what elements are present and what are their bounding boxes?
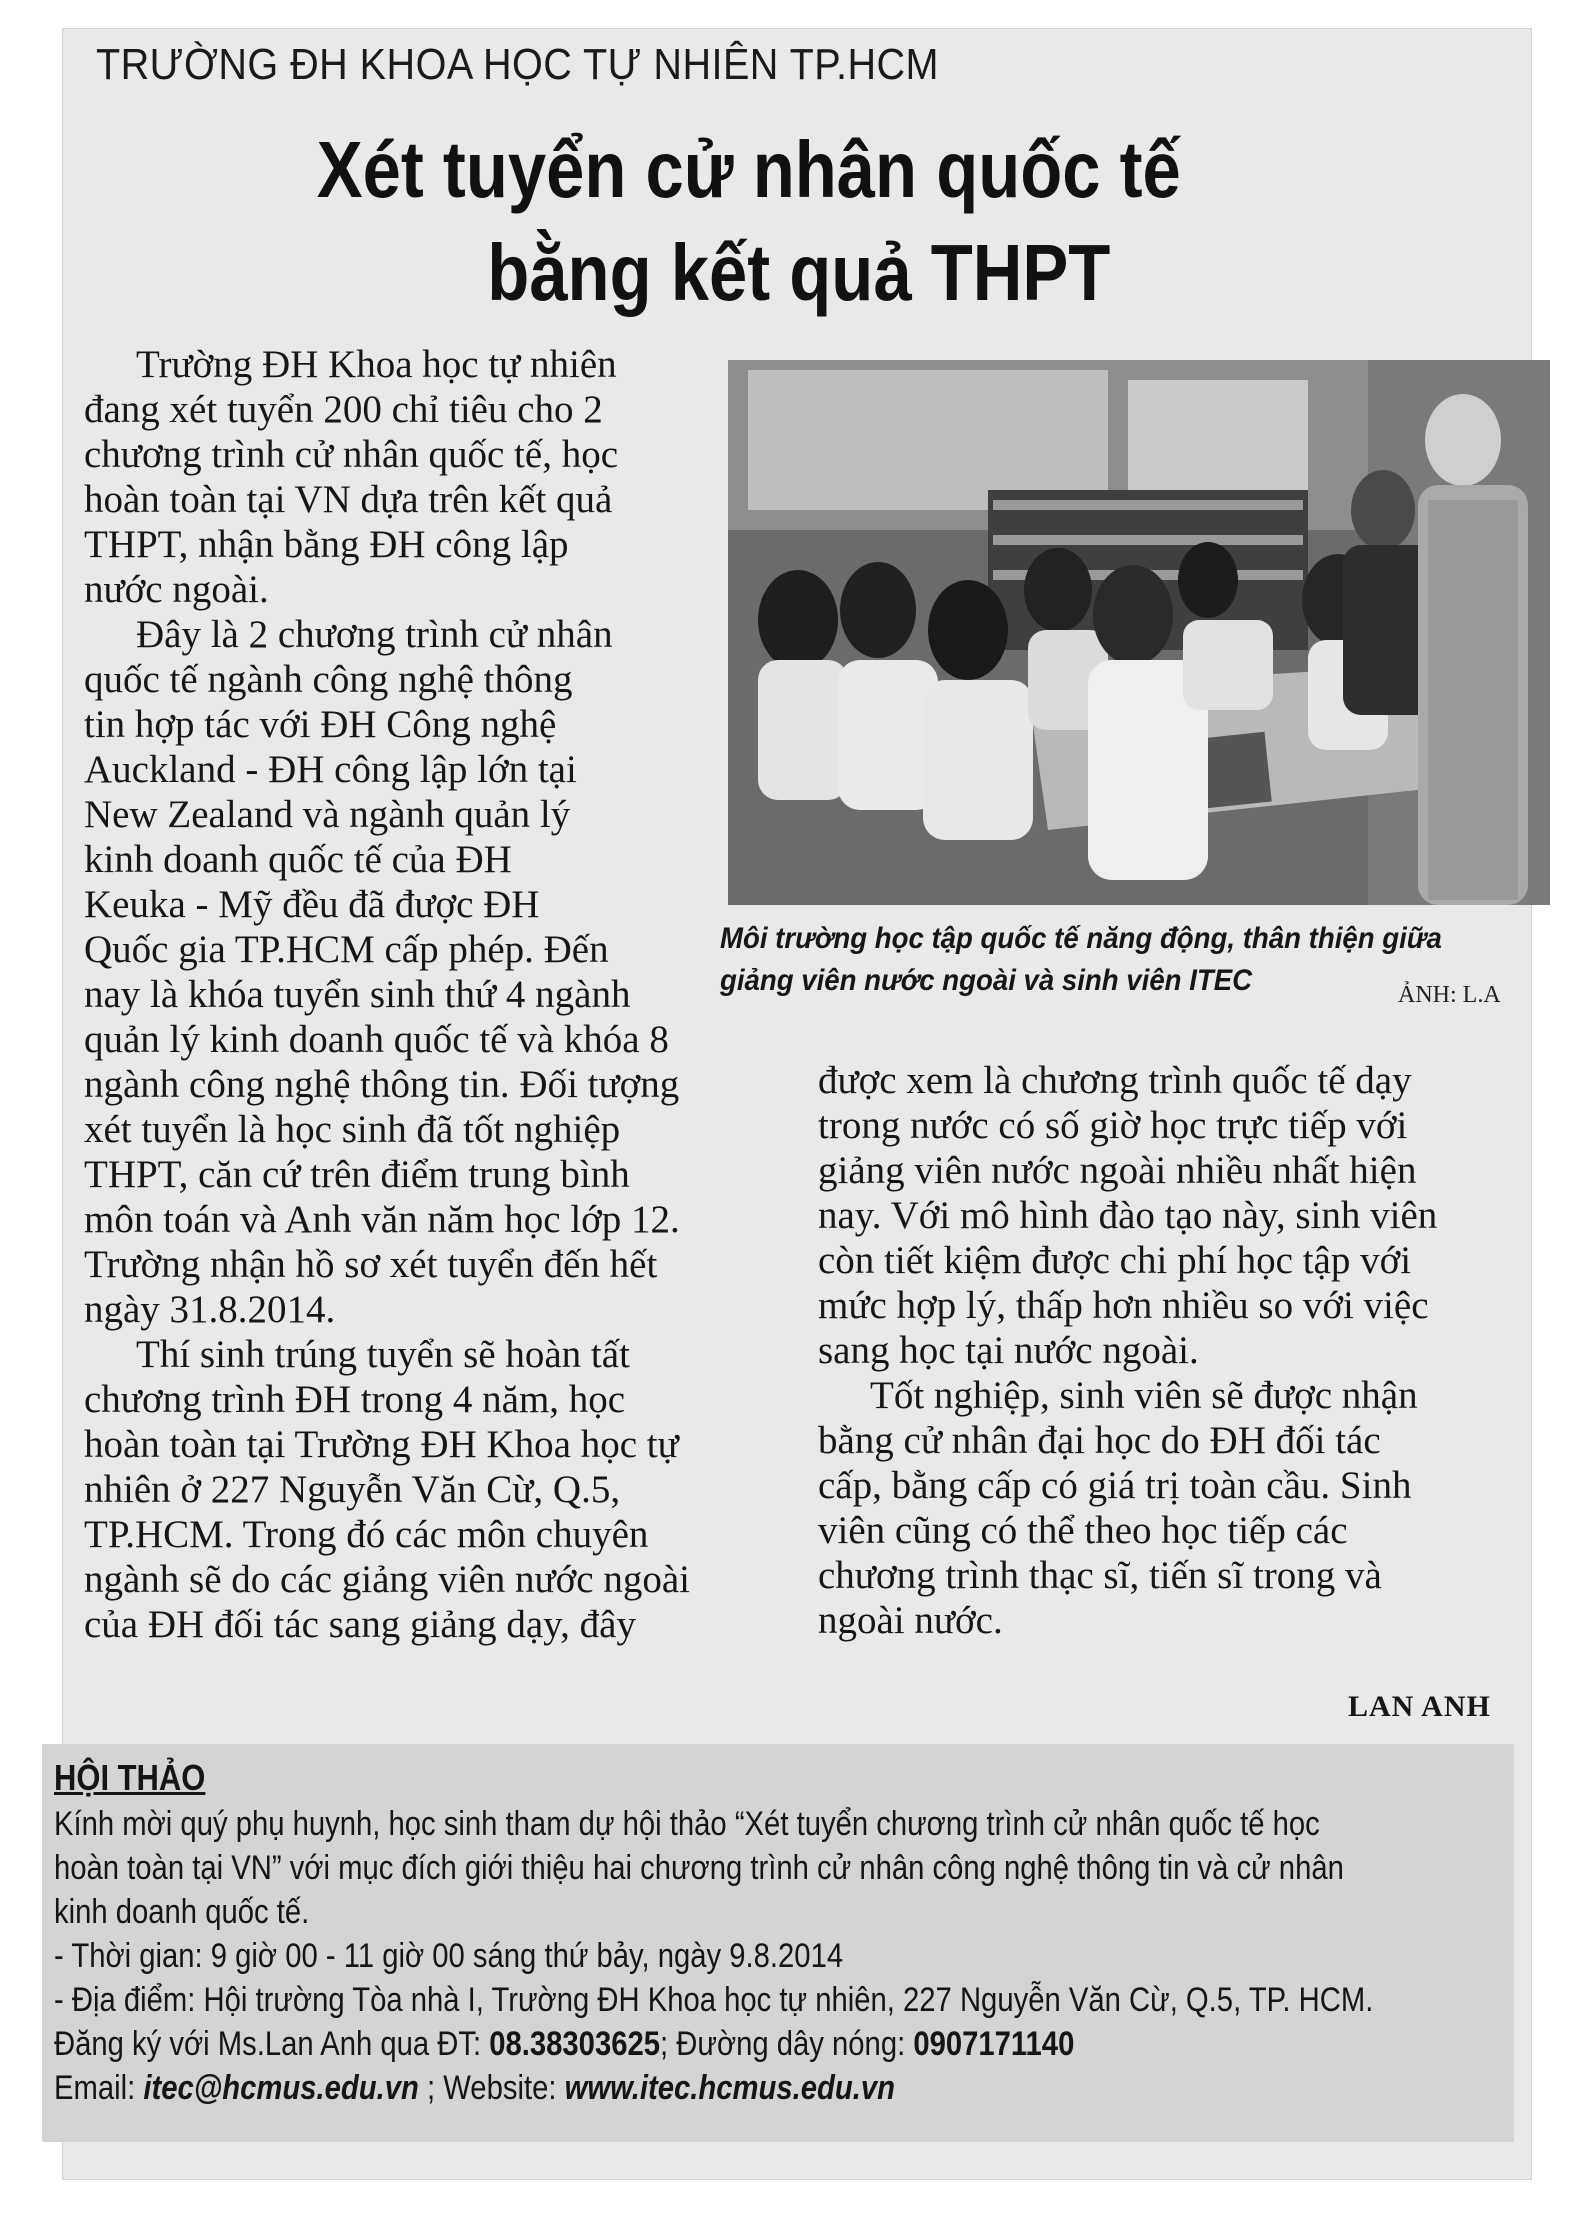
text-line: cấp, bằng cấp có giá trị toàn cầu. Sinh [818, 1464, 1412, 1507]
event-intro-line: Kính mời quý phụ huynh, học sinh tham dự hội thảo “Xét tuyển chương trình cử nhân quốc tế học [54, 1805, 1320, 1843]
headline-line-2: bằng kết quả THPT [487, 228, 1111, 317]
text-line: được xem là chương trình quốc tế dạy [818, 1059, 1412, 1102]
event-intro-line: kinh doanh quốc tế. [54, 1893, 310, 1931]
text-line: Auckland - ĐH công lập lớn tại [84, 748, 577, 791]
text-line: ngành sẽ do các giảng viên nước ngoài [84, 1558, 690, 1601]
text-line: Tốt nghiệp, sinh viên sẽ được nhận [870, 1374, 1418, 1417]
text-line: mức hợp lý, thấp hơn nhiều so với việc [818, 1284, 1429, 1327]
text-line: Trường nhận hồ sơ xét tuyển đến hết [84, 1243, 658, 1286]
website-link[interactable]: www.itec.hcmus.edu.vn [564, 2069, 895, 2107]
paragraph-2 [84, 612, 749, 1332]
text-line: trong nước có số giờ học trực tiếp với [818, 1104, 1408, 1147]
article-photo [728, 360, 1550, 905]
event-time: - Thời gian: 9 giờ 00 - 11 giờ 00 sáng thứ bảy, ngày 9.8.2014 [54, 1937, 844, 1975]
photo-credit: ẢNH: L.A [1398, 982, 1501, 1008]
article-right-column [818, 1058, 1518, 1643]
text-line: Thí sinh trúng tuyển sẽ hoàn tất [136, 1333, 630, 1376]
text-line: nay là khóa tuyển sinh thứ 4 ngành [84, 973, 631, 1016]
text-line: ngoài nước. [818, 1599, 1003, 1642]
website-label: ; Website: [418, 2069, 565, 2107]
text-line: ngành công nghệ thông tin. Đối tượng [84, 1063, 680, 1106]
text-line: TP.HCM. Trong đó các môn chuyên [84, 1513, 649, 1556]
text-line: giảng viên nước ngoài nhiều nhất hiện [818, 1149, 1417, 1192]
event-announcement-box [42, 1744, 1514, 2142]
text-line: bằng cử nhân đại học do ĐH đối tác [818, 1419, 1381, 1462]
paragraph-5 [818, 1373, 1518, 1643]
text-line: chương trình cử nhân quốc tế, học [84, 433, 619, 476]
text-line: quốc tế ngành công nghệ thông [84, 658, 573, 701]
classroom-photo-illustration [728, 360, 1550, 905]
photo-caption [720, 918, 1474, 1002]
paragraph-4 [818, 1058, 1518, 1373]
paragraph-1 [84, 342, 749, 612]
text-line: nay. Với mô hình đào tạo này, sinh viên [818, 1194, 1438, 1237]
headline-line-1: Xét tuyển cử nhân quốc tế [316, 125, 1181, 214]
text-line: của ĐH đối tác sang giảng dạy, đây [84, 1603, 636, 1646]
event-intro-line: hoàn toàn tại VN” với mục đích giới thiệu hai chương trình cử nhân công nghệ thông tin và cử nhân [54, 1849, 1344, 1887]
text-line: Trường ĐH Khoa học tự nhiên [136, 343, 617, 386]
text-line: hoàn toàn tại Trường ĐH Khoa học tự [84, 1423, 679, 1466]
text-line: môn toán và Anh văn năm học lớp 12. [84, 1198, 680, 1241]
text-line: tin hợp tác với ĐH Công nghệ [84, 703, 557, 746]
caption-line: giảng viên nước ngoài và sinh viên ITEC [720, 964, 1253, 997]
text-line: Keuka - Mỹ đều đã được ĐH [84, 883, 540, 926]
article-left-column [84, 342, 749, 1647]
text-line: New Zealand và ngành quản lý [84, 793, 571, 836]
paragraph-3 [84, 1332, 749, 1647]
register-label: Đăng ký với Ms.Lan Anh qua ĐT: [54, 2025, 490, 2063]
text-line: sang học tại nước ngoài. [818, 1329, 1199, 1372]
event-contact [54, 2066, 1516, 2110]
hotline-number[interactable]: 0907171140 [913, 2025, 1075, 2063]
text-line: THPT, nhận bằng ĐH công lập [84, 523, 569, 566]
text-line: chương trình thạc sĩ, tiến sĩ trong và [818, 1554, 1382, 1597]
hotline-label: ; Đường dây nóng: [660, 2025, 914, 2063]
text-line: nước ngoài. [84, 568, 269, 611]
text-line: hoàn toàn tại VN dựa trên kết quả [84, 478, 613, 521]
text-line: Đây là 2 chương trình cử nhân [136, 613, 613, 656]
text-line: xét tuyển là học sinh đã tốt nghiệp [84, 1108, 621, 1151]
phone-number[interactable]: 08.38303625 [489, 2025, 661, 2063]
text-line: quản lý kinh doanh quốc tế và khóa 8 [84, 1018, 669, 1061]
article-kicker: TRƯỜNG ĐH KHOA HỌC TỰ NHIÊN TP.HCM [96, 40, 939, 89]
text-line: THPT, căn cứ trên điểm trung bình [84, 1153, 630, 1196]
text-line: ngày 31.8.2014. [84, 1288, 336, 1331]
text-line: Quốc gia TP.HCM cấp phép. Đến [84, 928, 609, 971]
text-line: viên cũng có thể theo học tiếp các [818, 1509, 1348, 1552]
caption-line: Môi trường học tập quốc tế năng động, thân thiện giữa [720, 922, 1442, 955]
text-line: đang xét tuyển 200 chỉ tiêu cho 2 [84, 388, 603, 431]
text-line: kinh doanh quốc tế của ĐH [84, 838, 512, 881]
event-place: - Địa điểm: Hội trường Tòa nhà I, Trường ĐH Khoa học tự nhiên, 227 Nguyễn Văn Cừ, Q.5, TP. HCM. [54, 1981, 1374, 2019]
event-registration [54, 2022, 1516, 2066]
email-link[interactable]: itec@hcmus.edu.vn [143, 2069, 419, 2107]
article-byline: LAN ANH [1348, 1690, 1491, 1723]
text-line: nhiên ở 227 Nguyễn Văn Cừ, Q.5, [84, 1468, 621, 1511]
email-label: Email: [54, 2069, 144, 2107]
text-line: còn tiết kiệm được chi phí học tập với [818, 1239, 1412, 1282]
text-line: chương trình ĐH trong 4 năm, học [84, 1378, 626, 1421]
event-title: HỘI THẢO [54, 1757, 206, 1798]
